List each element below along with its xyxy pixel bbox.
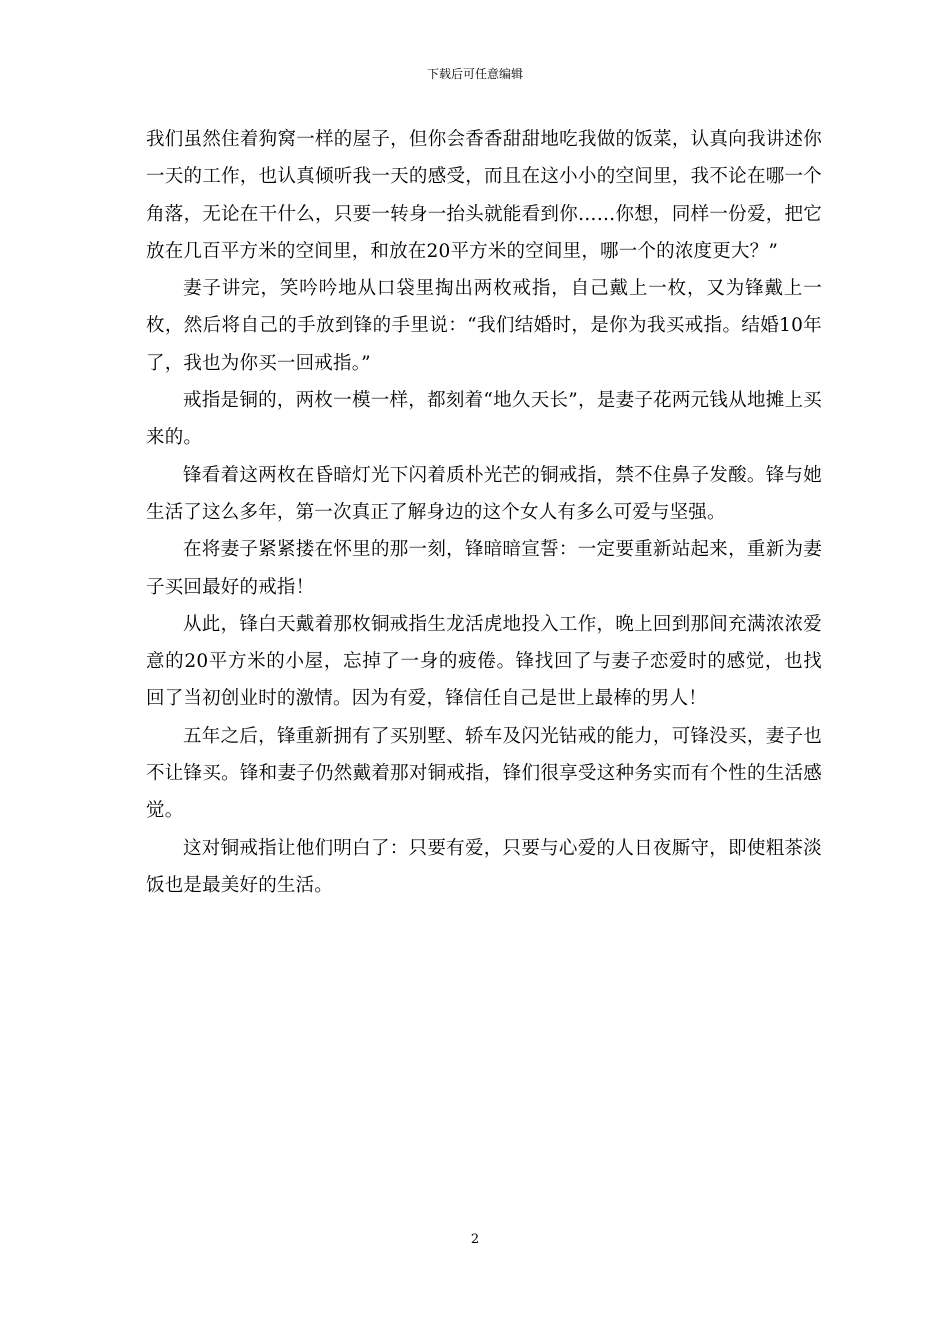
paragraph: 五年之后，锋重新拥有了买别墅、轿车及闪光钻戒的能力，可锋没买，妻子也不让锋买。锋和妻子仍然戴着那对铜戒指，锋们很享受这种务实而有个性的生活感觉。 bbox=[146, 725, 822, 822]
paragraph: 从此，锋白天戴着那枚铜戒指生龙活虎地投入工作，晚上回到那间充满浓浓爱意的20平方米的小屋，忘掉了一身的疲倦。锋找回了与妻子恋爱时的感觉，也找回了当初创业时的激情。因为有爱，锋信任自己是世上最棒的男人！ bbox=[146, 613, 822, 710]
paragraph: 在将妻子紧紧搂在怀里的那一刻，锋暗暗宣誓：一定要重新站起来，重新为妻子买回最好的戒指！ bbox=[146, 539, 822, 598]
paragraph: 这对铜戒指让他们明白了：只要有爱，只要与心爱的人日夜厮守，即使粗茶淡饭也是最美好的生活。 bbox=[146, 837, 822, 896]
paragraph: 锋看着这两枚在昏暗灯光下闪着质朴光芒的铜戒指，禁不住鼻子发酸。锋与她生活了这么多年，第一次真正了解身边的这个女人有多么可爱与坚强。 bbox=[146, 464, 822, 523]
paragraph: 妻子讲完，笑吟吟地从口袋里掏出两枚戒指，自己戴上一枚，又为锋戴上一枚，然后将自己的手放到锋的手里说：“我们结婚时，是你为我买戒指。结婚10年了，我也为你买一回戒指。” bbox=[146, 278, 822, 374]
document-body bbox=[146, 121, 822, 904]
page-header: 下载后可任意编辑 bbox=[426, 67, 523, 81]
paragraph-continued: 我们虽然住着狗窝一样的屋子，但你会香香甜甜地吃我做的饭菜，认真向我讲述你一天的工作，也认真倾听我一天的感受，而且在这小小的空间里，我不论在哪一个角落，无论在干什么，只要一转身一抬头就能看到你……你想，同样一份爱，把它放在几百平方米的空间里，和放在20平方米的空间里，哪一个的浓度更大？” bbox=[146, 129, 822, 262]
page-number: 2 bbox=[470, 1232, 480, 1247]
paragraph: 戒指是铜的，两枚一模一样，都刻着“地久天长”，是妻子花两元钱从地摊上买来的。 bbox=[146, 390, 822, 449]
